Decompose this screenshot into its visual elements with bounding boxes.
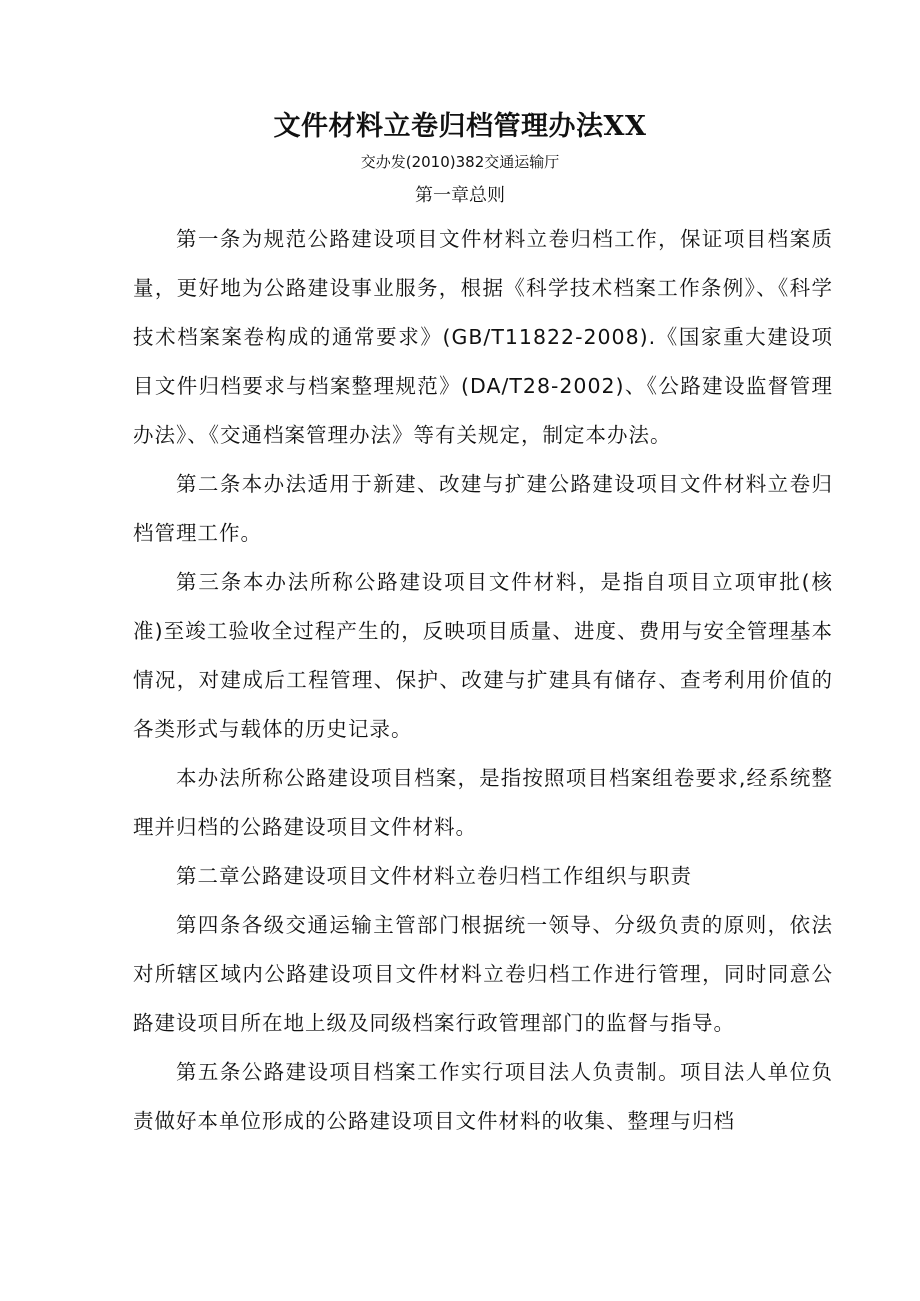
archive-definition-paragraph: 本办法所称公路建设项目档案，是指按照项目档案组卷要求,经系统整理并归档的公路建设项目文件材料。 bbox=[133, 766, 833, 839]
chapter-one-heading: 第一章总则 bbox=[415, 185, 505, 206]
article-4-paragraph: 第四条各级交通运输主管部门根据统一领导、分级负责的原则，依法对所辖区域内公路建设项目文件材料立卷归档工作进行管理，同时同意公路建设项目所在地上级及同级档案行政管理部门的监督与指导。 bbox=[133, 913, 833, 1035]
article-5-paragraph: 第五条公路建设项目档案工作实行项目法人负责制。项目法人单位负责做好本单位形成的公路建设项目文件材料的收集、整理与归档 bbox=[133, 1060, 833, 1133]
article-3-paragraph: 第三条本办法所称公路建设项目文件材料，是指自项目立项审批(核准)至竣工验收全过程产生的，反映项目质量、进度、费用与安全管理基本情况，对建成后工程管理、保护、改建与扩建具有储存、查考利用价值的各类形式与载体的历史记录。 bbox=[133, 570, 833, 741]
chapter-two-heading: 第二章公路建设项目文件材料立卷归档工作组织与职责 bbox=[176, 864, 692, 888]
document-issuer: 交办发(2010)382交通运输厅 bbox=[360, 153, 560, 171]
article-2-paragraph: 第二条本办法适用于新建、改建与扩建公路建设项目文件材料立卷归档管理工作。 bbox=[133, 472, 833, 545]
article-1-paragraph: 第一条为规范公路建设项目文件材料立卷归档工作，保证项目档案质量，更好地为公路建设事业服务，根据《科学技术档案工作条例》、《科学技术档案案卷构成的通常要求》(GB/T11822-2008).《国家重大建设项目文件归档要求与档案整理规范》(DA/T28-2002)、《公路建设监督管理办法》、《交通档案管理办法》等有关规定，制定本办法。 bbox=[133, 227, 833, 447]
document-body bbox=[133, 215, 833, 1146]
document-title: 文件材料立卷归档管理办法XX bbox=[273, 111, 647, 142]
